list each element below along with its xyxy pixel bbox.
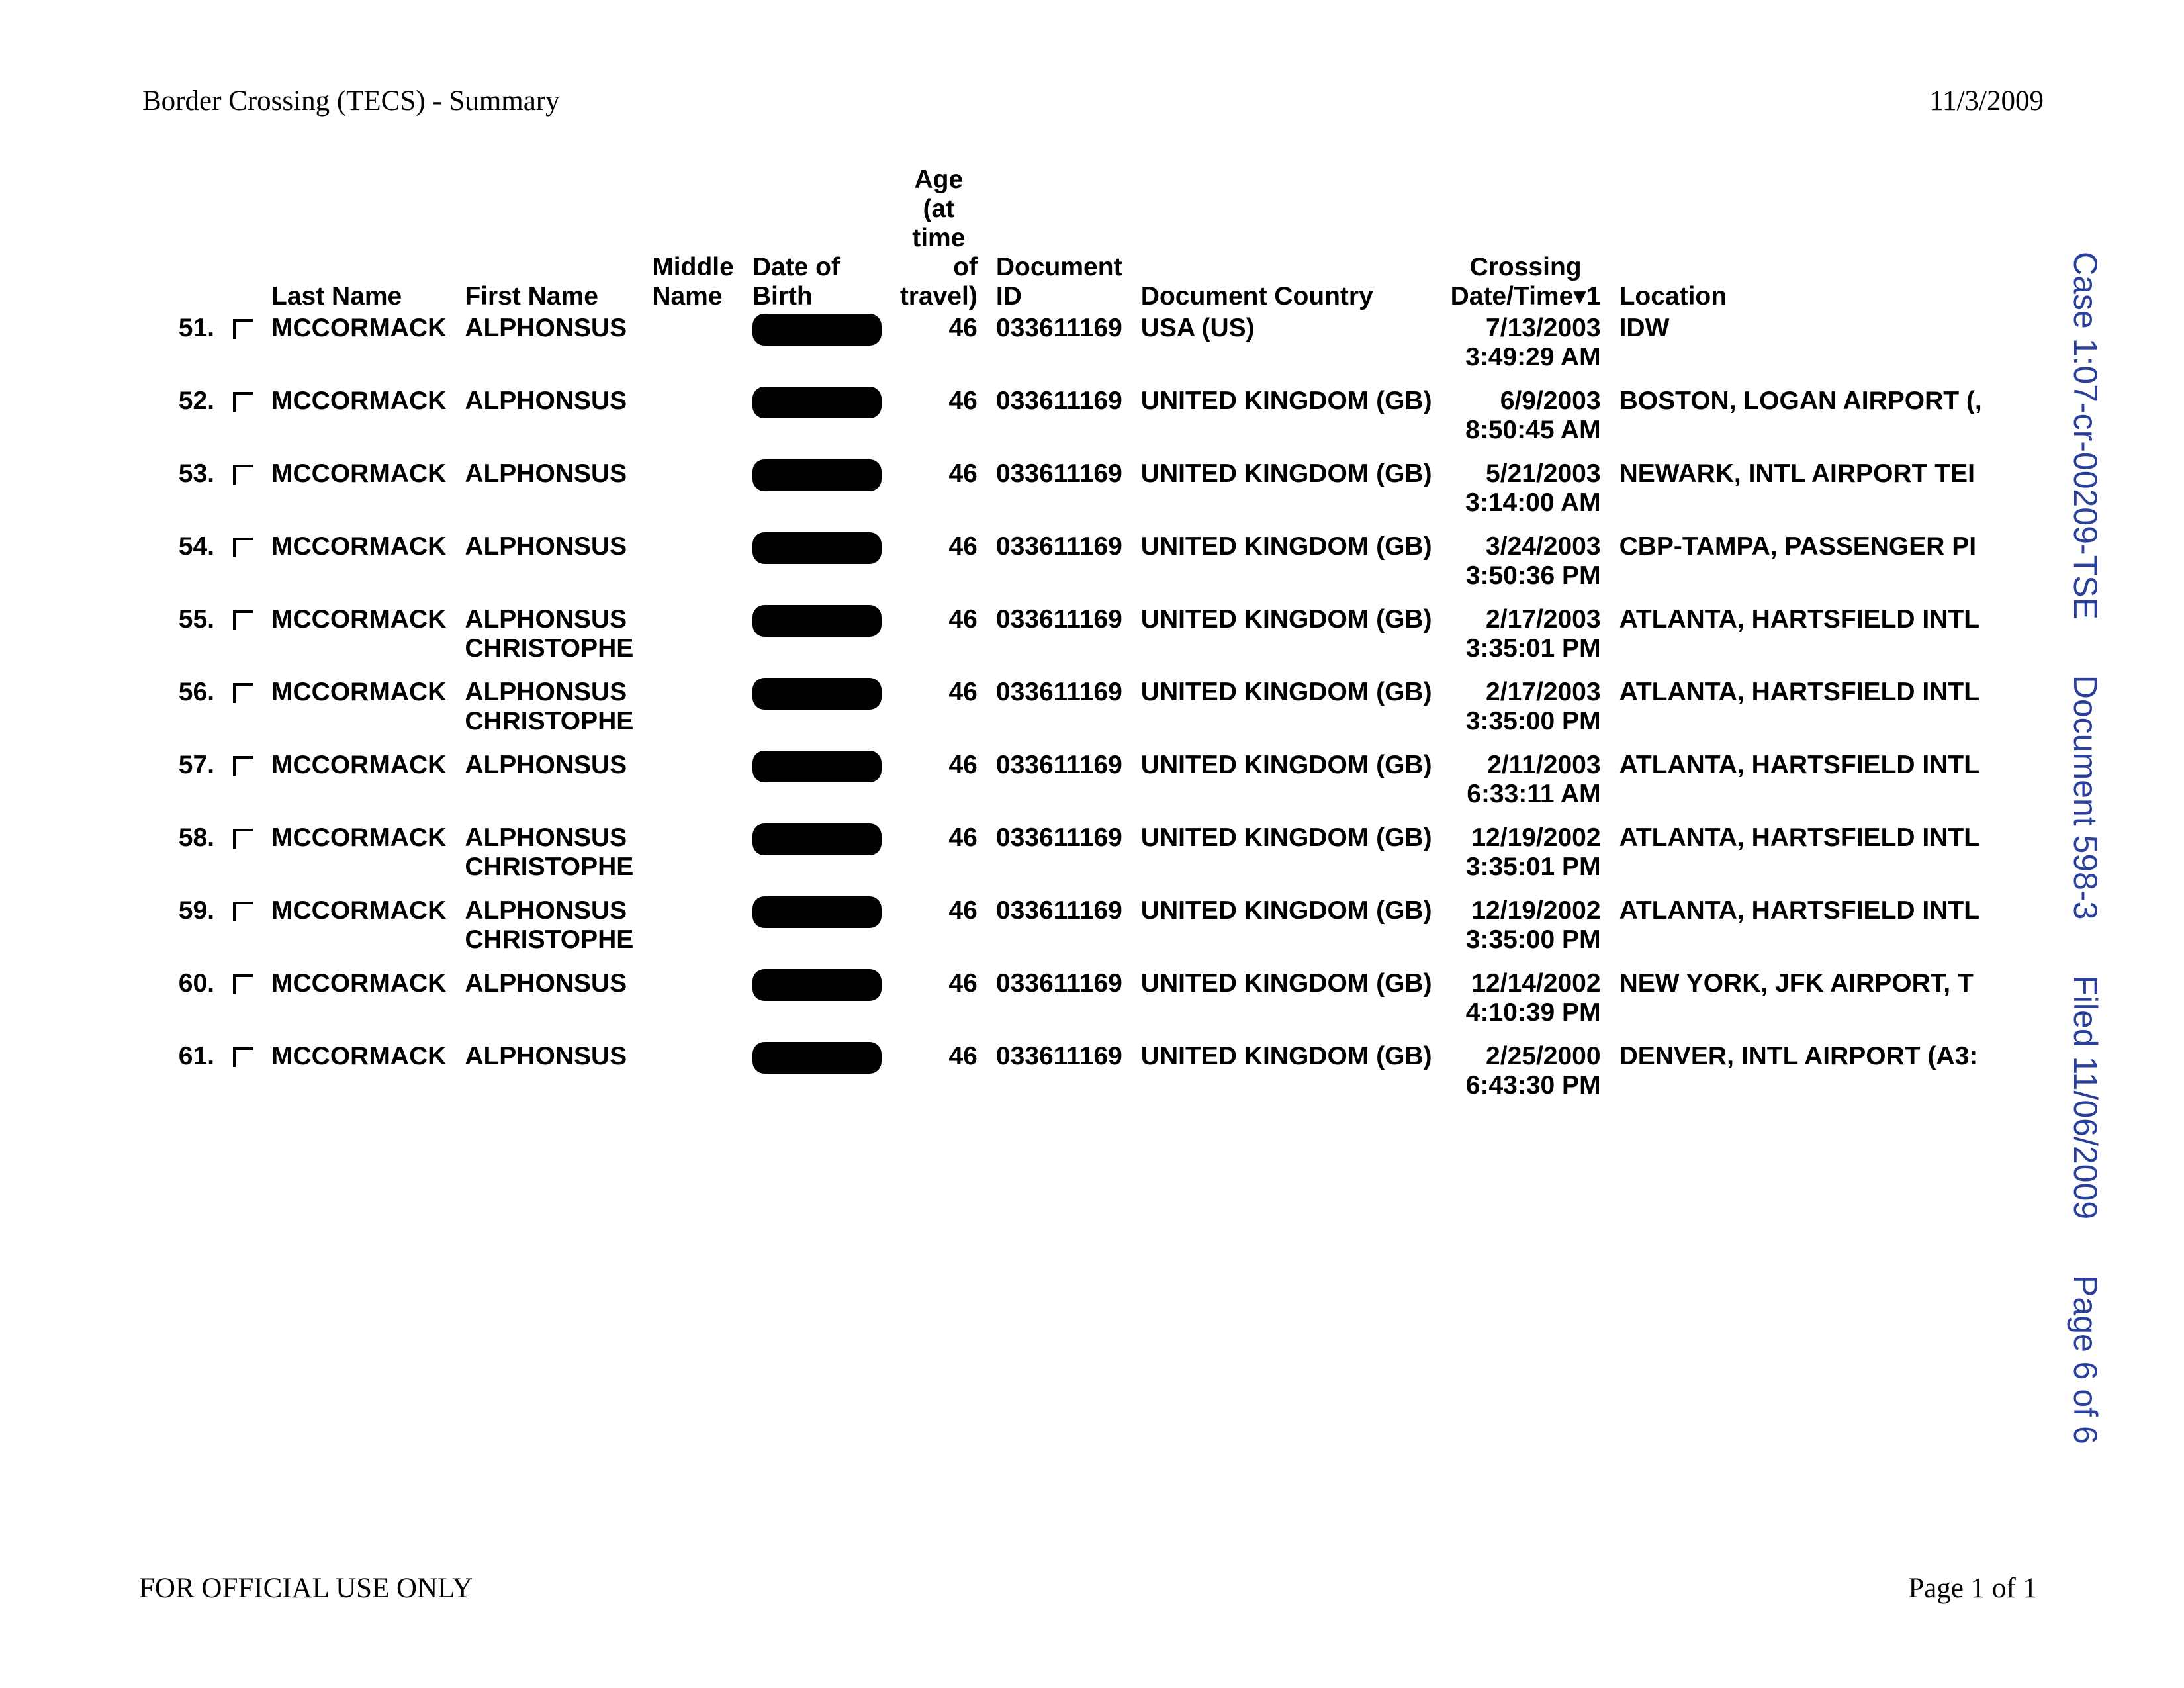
- redaction-mark: [752, 896, 882, 928]
- document-id-cell: 033611169: [995, 823, 1122, 852]
- checkbox-icon[interactable]: [233, 974, 253, 994]
- location-cell: CBP-TAMPA, PASSENGER PI: [1619, 532, 1977, 561]
- header-document-id: Document ID: [995, 253, 1122, 310]
- location-cell: BOSTON, LOGAN AIRPORT (,: [1619, 387, 1982, 415]
- last-name-cell: MCCORMACK: [271, 605, 447, 633]
- header-checkbox: [224, 165, 262, 314]
- middle-name-cell: [643, 896, 743, 969]
- first-name-cell: ALPHONSUS CHRISTOPHE: [465, 605, 634, 663]
- middle-name-cell: [643, 459, 743, 532]
- document-country-cell: UNITED KINGDOM (GB): [1140, 678, 1432, 706]
- first-name-cell: ALPHONSUS: [465, 459, 627, 488]
- row-number: 58.: [178, 823, 214, 852]
- date-of-birth-cell: [743, 532, 891, 605]
- redaction-mark: [752, 459, 882, 491]
- document-country-cell: UNITED KINGDOM (GB): [1140, 605, 1432, 633]
- checkbox-icon[interactable]: [233, 829, 253, 849]
- age-cell: 46: [948, 532, 978, 561]
- page-title: Border Crossing (TECS) - Summary: [142, 85, 560, 117]
- document-id-cell: 033611169: [995, 314, 1122, 342]
- row-checkbox[interactable]: [224, 459, 262, 532]
- document-country-cell: UNITED KINGDOM (GB): [1140, 459, 1432, 488]
- date-of-birth-cell: [743, 314, 891, 387]
- row-number: 59.: [178, 896, 214, 925]
- last-name-cell: MCCORMACK: [271, 387, 447, 415]
- location-cell: ATLANTA, HARTSFIELD INTL: [1619, 751, 1980, 779]
- row-number: 51.: [178, 314, 214, 342]
- table-row: [165, 605, 1991, 678]
- header-last-name: Last Name: [271, 282, 402, 310]
- last-name-cell: MCCORMACK: [271, 896, 447, 925]
- first-name-cell: ALPHONSUS CHRISTOPHE: [465, 678, 634, 735]
- table-row: [165, 314, 1991, 387]
- date-of-birth-cell: [743, 823, 891, 896]
- middle-name-cell: [643, 823, 743, 896]
- age-cell: 46: [948, 823, 978, 852]
- header-row: [165, 165, 1991, 314]
- table-row: [165, 896, 1991, 969]
- document-country-cell: UNITED KINGDOM (GB): [1140, 532, 1432, 561]
- stamp-filed: Filed 11/06/2009: [2067, 975, 2104, 1220]
- last-name-cell: MCCORMACK: [271, 532, 447, 561]
- row-checkbox[interactable]: [224, 314, 262, 387]
- row-checkbox[interactable]: [224, 896, 262, 969]
- header-document-country: Document Country: [1140, 282, 1373, 310]
- date-of-birth-cell: [743, 678, 891, 751]
- middle-name-cell: [643, 751, 743, 823]
- redaction-mark: [752, 823, 882, 855]
- document-id-cell: 033611169: [995, 459, 1122, 488]
- middle-name-cell: [643, 314, 743, 387]
- table-row: [165, 678, 1991, 751]
- header-location: Location: [1619, 282, 1727, 310]
- redaction-mark: [752, 969, 882, 1001]
- document-id-cell: 033611169: [995, 678, 1122, 706]
- table-row: [165, 1042, 1991, 1115]
- date-of-birth-cell: [743, 459, 891, 532]
- location-cell: IDW: [1619, 314, 1670, 342]
- document-country-cell: USA (US): [1140, 314, 1255, 342]
- document-id-cell: 033611169: [995, 969, 1122, 998]
- row-checkbox[interactable]: [224, 969, 262, 1042]
- first-name-cell: ALPHONSUS: [465, 751, 627, 779]
- age-cell: 46: [948, 751, 978, 779]
- header-middle-name: Middle Name: [652, 253, 734, 310]
- row-number: 56.: [178, 678, 214, 706]
- table-row: [165, 823, 1991, 896]
- location-cell: NEWARK, INTL AIRPORT TEI: [1619, 459, 1975, 488]
- row-checkbox[interactable]: [224, 751, 262, 823]
- redaction-mark: [752, 1042, 882, 1074]
- age-cell: 46: [948, 896, 978, 925]
- location-cell: ATLANTA, HARTSFIELD INTL: [1619, 896, 1980, 925]
- middle-name-cell: [643, 532, 743, 605]
- location-cell: ATLANTA, HARTSFIELD INTL: [1619, 678, 1980, 706]
- date-of-birth-cell: [743, 896, 891, 969]
- document-country-cell: UNITED KINGDOM (GB): [1140, 823, 1432, 852]
- document-country-cell: UNITED KINGDOM (GB): [1140, 896, 1432, 925]
- first-name-cell: ALPHONSUS: [465, 969, 627, 998]
- crossing-datetime-cell: 12/19/2002 3:35:00 PM: [1465, 896, 1601, 954]
- checkbox-icon[interactable]: [233, 392, 253, 412]
- header-age: Age (at time of travel): [899, 165, 978, 310]
- last-name-cell: MCCORMACK: [271, 969, 447, 998]
- table-body: [165, 314, 1991, 1115]
- crossing-datetime-cell: 2/11/2003 6:33:11 AM: [1467, 751, 1601, 808]
- location-cell: ATLANTA, HARTSFIELD INTL: [1619, 605, 1980, 633]
- table-row: [165, 969, 1991, 1042]
- row-number: 57.: [178, 751, 214, 779]
- row-number: 61.: [178, 1042, 214, 1070]
- row-checkbox[interactable]: [224, 678, 262, 751]
- checkbox-icon[interactable]: [233, 465, 253, 485]
- middle-name-cell: [643, 678, 743, 751]
- document-country-cell: UNITED KINGDOM (GB): [1140, 969, 1432, 998]
- first-name-cell: ALPHONSUS: [465, 387, 627, 415]
- header-crossing-datetime[interactable]: Crossing Date/Time▾1: [1450, 253, 1601, 310]
- middle-name-cell: [643, 387, 743, 459]
- table-row: [165, 459, 1991, 532]
- last-name-cell: MCCORMACK: [271, 314, 447, 342]
- crossing-datetime-cell: 12/19/2002 3:35:01 PM: [1465, 823, 1601, 881]
- middle-name-cell: [643, 605, 743, 678]
- first-name-cell: ALPHONSUS CHRISTOPHE: [465, 823, 634, 881]
- crossing-datetime-cell: 12/14/2002 4:10:39 PM: [1465, 969, 1601, 1027]
- date-of-birth-cell: [743, 605, 891, 678]
- last-name-cell: MCCORMACK: [271, 1042, 447, 1070]
- header-first-name: First Name: [465, 282, 598, 310]
- row-number: 52.: [178, 387, 214, 415]
- row-checkbox[interactable]: [224, 1042, 262, 1115]
- table-row: [165, 532, 1991, 605]
- redaction-mark: [752, 387, 882, 418]
- last-name-cell: MCCORMACK: [271, 751, 447, 779]
- crossing-records-table: [165, 165, 1991, 1115]
- stamp-case: Case 1:07-cr-00209-TSE: [2067, 252, 2104, 620]
- checkbox-icon[interactable]: [233, 319, 253, 339]
- age-cell: 46: [948, 678, 978, 706]
- row-number: 55.: [178, 605, 214, 633]
- crossing-datetime-cell: 7/13/2003 3:49:29 AM: [1465, 314, 1601, 371]
- last-name-cell: MCCORMACK: [271, 459, 447, 488]
- redaction-mark: [752, 751, 882, 782]
- footer-classification: FOR OFFICIAL USE ONLY: [139, 1573, 473, 1604]
- age-cell: 46: [948, 314, 978, 342]
- redaction-mark: [752, 605, 882, 637]
- redaction-mark: [752, 678, 882, 710]
- document-country-cell: UNITED KINGDOM (GB): [1140, 751, 1432, 779]
- crossing-datetime-cell: 6/9/2003 8:50:45 AM: [1465, 387, 1601, 444]
- table-header: [165, 165, 1991, 314]
- crossing-datetime-cell: 2/17/2003 3:35:00 PM: [1465, 678, 1601, 735]
- row-number: 53.: [178, 459, 214, 488]
- row-number: 60.: [178, 969, 214, 998]
- age-cell: 46: [948, 605, 978, 633]
- checkbox-icon[interactable]: [233, 610, 253, 630]
- location-cell: DENVER, INTL AIRPORT (A3:: [1619, 1042, 1978, 1070]
- document-id-cell: 033611169: [995, 896, 1122, 925]
- row-checkbox[interactable]: [224, 387, 262, 459]
- age-cell: 46: [948, 459, 978, 488]
- report-date: 11/3/2009: [1929, 85, 2044, 117]
- document-country-cell: UNITED KINGDOM (GB): [1140, 387, 1432, 415]
- stamp-page: Page 6 of 6: [2067, 1275, 2104, 1444]
- document-id-cell: 033611169: [995, 605, 1122, 633]
- checkbox-icon[interactable]: [233, 756, 253, 776]
- middle-name-cell: [643, 969, 743, 1042]
- crossing-datetime-cell: 5/21/2003 3:14:00 AM: [1465, 459, 1601, 517]
- first-name-cell: ALPHONSUS CHRISTOPHE: [465, 896, 634, 954]
- checkbox-icon[interactable]: [233, 538, 253, 557]
- redaction-mark: [752, 314, 882, 346]
- date-of-birth-cell: [743, 387, 891, 459]
- document-id-cell: 033611169: [995, 532, 1122, 561]
- age-cell: 46: [948, 1042, 978, 1070]
- crossing-datetime-cell: 2/17/2003 3:35:01 PM: [1465, 605, 1601, 663]
- header-date-of-birth: Date of Birth: [752, 253, 840, 310]
- date-of-birth-cell: [743, 751, 891, 823]
- crossing-datetime-cell: 2/25/2000 6:43:30 PM: [1465, 1042, 1601, 1100]
- row-checkbox[interactable]: [224, 605, 262, 678]
- footer-page-number: Page 1 of 1: [1908, 1573, 2037, 1604]
- table-row: [165, 751, 1991, 823]
- document-country-cell: UNITED KINGDOM (GB): [1140, 1042, 1432, 1070]
- header-row-number: [165, 165, 224, 314]
- checkbox-icon[interactable]: [233, 902, 253, 921]
- location-cell: NEW YORK, JFK AIRPORT, T: [1619, 969, 1974, 998]
- age-cell: 46: [948, 969, 978, 998]
- checkbox-icon[interactable]: [233, 683, 253, 703]
- document-id-cell: 033611169: [995, 1042, 1122, 1070]
- last-name-cell: MCCORMACK: [271, 823, 447, 852]
- last-name-cell: MCCORMACK: [271, 678, 447, 706]
- checkbox-icon[interactable]: [233, 1047, 253, 1067]
- first-name-cell: ALPHONSUS: [465, 532, 627, 561]
- age-cell: 46: [948, 387, 978, 415]
- document-id-cell: 033611169: [995, 387, 1122, 415]
- row-checkbox[interactable]: [224, 532, 262, 605]
- date-of-birth-cell: [743, 1042, 891, 1115]
- redaction-mark: [752, 532, 882, 564]
- date-of-birth-cell: [743, 969, 891, 1042]
- first-name-cell: ALPHONSUS: [465, 314, 627, 342]
- table-row: [165, 387, 1991, 459]
- row-number: 54.: [178, 532, 214, 561]
- crossing-datetime-cell: 3/24/2003 3:50:36 PM: [1465, 532, 1601, 590]
- first-name-cell: ALPHONSUS: [465, 1042, 627, 1070]
- court-filing-stamp: [2065, 252, 2105, 1575]
- stamp-document: Document 598-3: [2067, 675, 2104, 920]
- row-checkbox[interactable]: [224, 823, 262, 896]
- location-cell: ATLANTA, HARTSFIELD INTL: [1619, 823, 1980, 852]
- middle-name-cell: [643, 1042, 743, 1115]
- document-id-cell: 033611169: [995, 751, 1122, 779]
